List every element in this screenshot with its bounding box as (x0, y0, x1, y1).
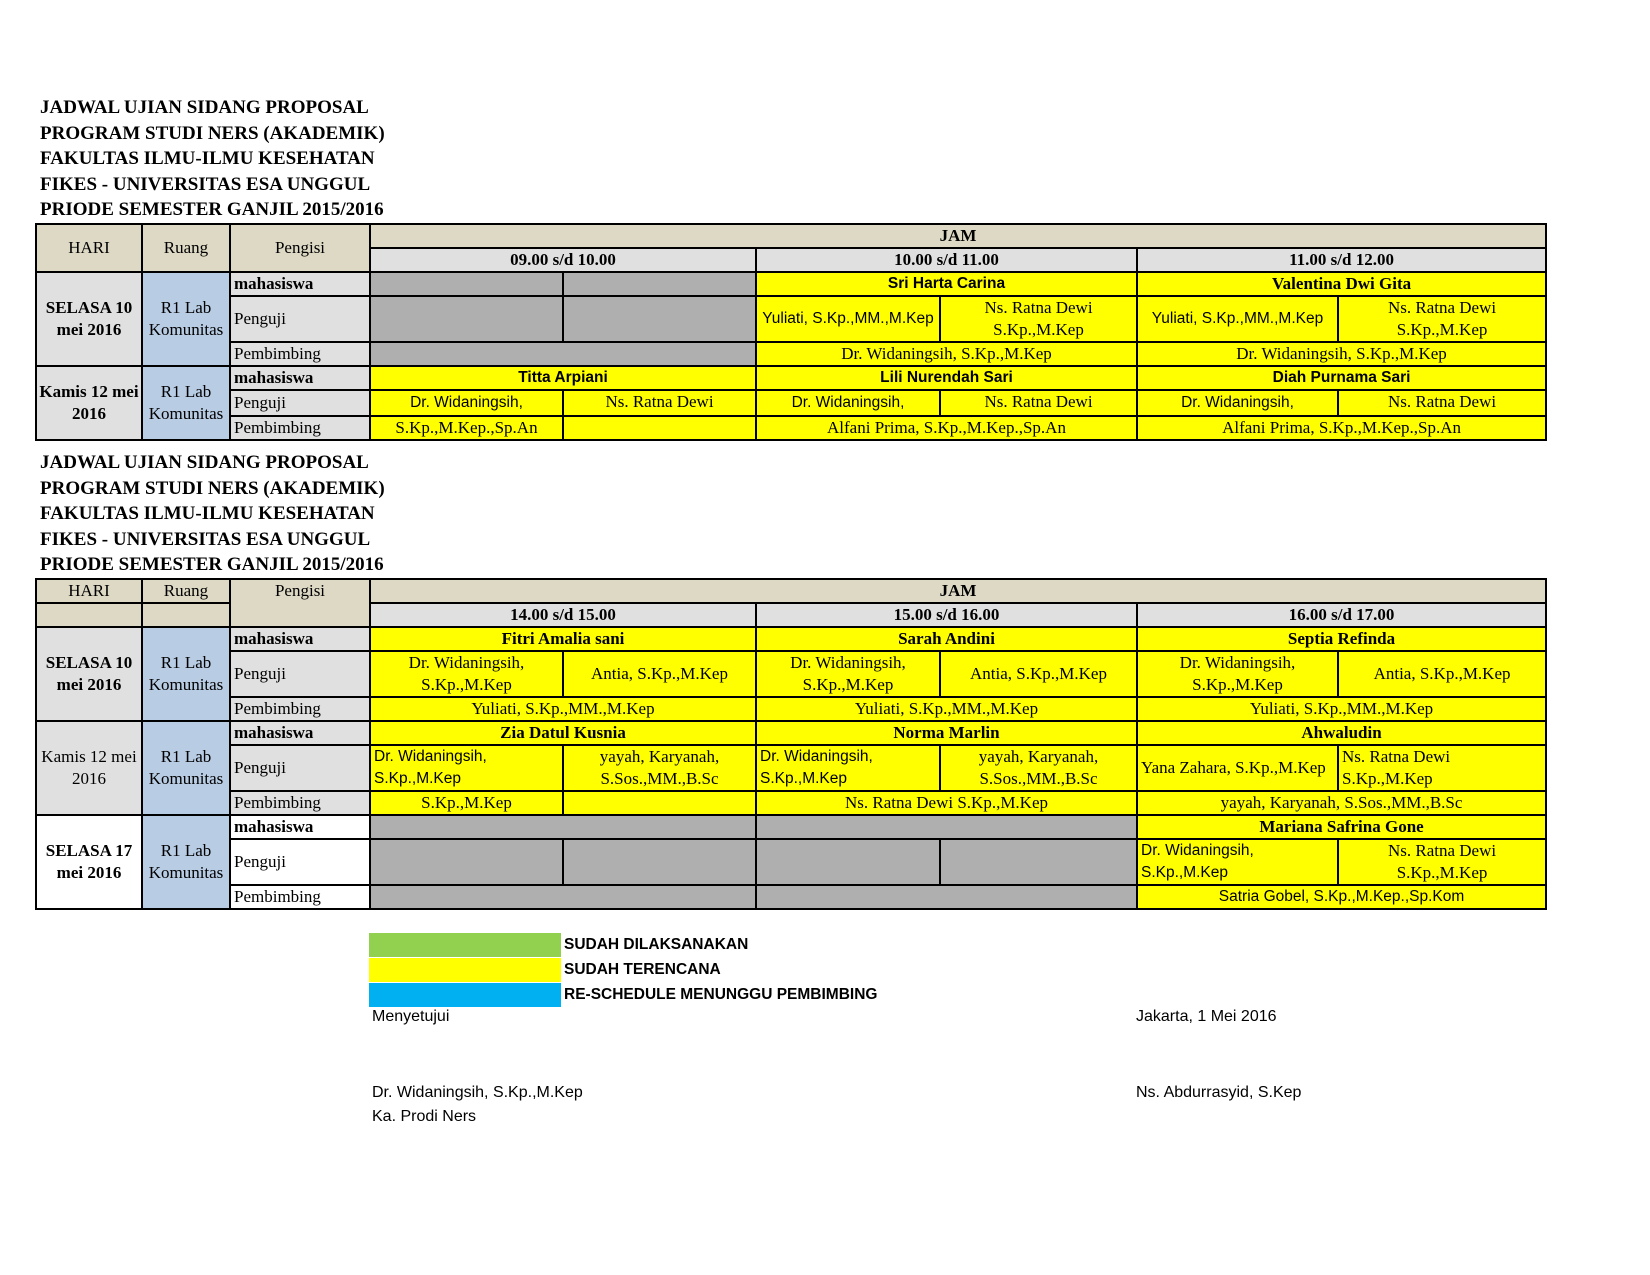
approver-position: Ka. Prodi Ners (372, 1108, 477, 1125)
empty-cell (756, 885, 1137, 909)
examiner-text: Ns. Ratna Dewi (984, 392, 1093, 411)
examiner-cell: Antia, S.Kp.,M.Kep (940, 651, 1137, 697)
row-label-penguji: Penguji (230, 745, 370, 791)
empty-cell (563, 272, 756, 296)
day-cell: Kamis 12 mei 2016 (36, 721, 142, 815)
student-name: Ahwaludin (1137, 721, 1546, 745)
examiner-text: Ns. Ratna Dewi (605, 392, 714, 411)
empty-cell (370, 296, 563, 342)
row-label-pembimbing: Pembimbing (230, 697, 370, 721)
signer-name: Ns. Abdurrasyid, S.Kep (1136, 1084, 1302, 1101)
day-cell: SELASA 17 mei 2016 (36, 815, 142, 909)
time-slot-header: 16.00 s/d 17.00 (1137, 603, 1546, 627)
examiner-cell: Dr. Widaningsih, (1137, 390, 1338, 416)
examiner-text: Ns. Ratna Dewi (1387, 392, 1497, 411)
examiner-cell (940, 390, 1137, 416)
col-header-ruang: Ruang (142, 224, 230, 272)
header-line: PROGRAM STUDI NERS (AKADEMIK) (40, 122, 385, 144)
supervisor-cell: Alfani Prima, S.Kp.,M.Kep.,Sp.An (756, 416, 1137, 440)
empty-cell (756, 815, 1137, 839)
empty-cell (370, 839, 563, 885)
examiner-cell: yayah, Karyanah, S.Sos.,MM.,B.Sc (940, 745, 1137, 791)
row-label-mahasiswa: mahasiswa (230, 366, 370, 390)
row-label-penguji: Penguji (230, 839, 370, 885)
approver-name: Dr. Widaningsih, S.Kp.,M.Kep (372, 1084, 583, 1101)
empty-cell (142, 603, 230, 627)
header-line: JADWAL UJIAN SIDANG PROPOSAL (40, 452, 369, 473)
row-label-mahasiswa: mahasiswa (230, 721, 370, 745)
student-name: Sarah Andini (756, 627, 1137, 651)
row-label-pembimbing: Pembimbing (230, 416, 370, 440)
empty-cell (370, 272, 563, 296)
col-header-jam: JAM (370, 579, 1546, 603)
empty-cell (940, 839, 1137, 885)
schedule-table-morning (35, 223, 1547, 441)
supervisor-cell: Dr. Widaningsih, S.Kp.,M.Kep (1137, 342, 1546, 366)
student-name: Valentina Dwi Gita (1137, 272, 1546, 296)
header-line: FIKES - UNIVERSITAS ESA UNGGUL (40, 173, 371, 195)
student-name: Septia Refinda (1137, 627, 1546, 651)
legend-label: SUDAH TERENCANA (564, 961, 721, 978)
col-header-jam: JAM (370, 224, 1546, 248)
header-line: PRIODE SEMESTER GANJIL 2015/2016 (40, 199, 384, 220)
examiner-cell: Yuliati, S.Kp.,MM.,M.Kep (1137, 296, 1338, 342)
student-name: Mariana Safrina Gone (1137, 815, 1546, 839)
empty-cell (370, 885, 756, 909)
time-slot-header: 11.00 s/d 12.00 (1137, 248, 1546, 272)
legend-swatch-planned (369, 958, 561, 982)
row-label-pembimbing: Pembimbing (230, 885, 370, 909)
examiner-cell: Yuliati, S.Kp.,MM.,M.Kep (756, 296, 940, 342)
student-name: Zia Datul Kusnia (370, 721, 756, 745)
time-slot-header: 15.00 s/d 16.00 (756, 603, 1137, 627)
student-name: Fitri Amalia sani (370, 627, 756, 651)
place-date: Jakarta, 1 Mei 2016 (1136, 1008, 1277, 1025)
header-line: FIKES - UNIVERSITAS ESA UNGGUL (40, 528, 371, 550)
examiner-cell: Ns. Ratna Dewi S.Kp.,M.Kep (1338, 296, 1546, 342)
time-slot-header: 14.00 s/d 15.00 (370, 603, 756, 627)
supervisor-cell: Ns. Ratna Dewi S.Kp.,M.Kep (756, 791, 1137, 815)
day-cell: SELASA 10 mei 2016 (36, 272, 142, 366)
room-cell: R1 Lab Komunitas (142, 815, 230, 909)
room-cell: R1 Lab Komunitas (142, 366, 230, 440)
empty-cell (36, 603, 142, 627)
examiner-cell (563, 390, 756, 416)
room-cell: R1 Lab Komunitas (142, 272, 230, 366)
col-header-pengisi: Pengisi (230, 224, 370, 272)
supervisor-cell: Yuliati, S.Kp.,MM.,M.Kep (1137, 697, 1546, 721)
row-label-mahasiswa: mahasiswa (230, 815, 370, 839)
header-line: JADWAL UJIAN SIDANG PROPOSAL (40, 97, 369, 118)
header-line: PRIODE SEMESTER GANJIL 2015/2016 (40, 554, 384, 575)
examiner-cell: Yana Zahara, S.Kp.,M.Kep (1137, 745, 1338, 791)
examiner-cell: Dr. Widaningsih, S.Kp.,M.Kep (756, 651, 940, 697)
col-header-ruang: Ruang (142, 579, 230, 603)
student-name: Lili Nurendah Sari (756, 366, 1137, 390)
examiner-cell: Dr. Widaningsih, S.Kp.,M.Kep (1137, 839, 1338, 885)
examiner-cell: Ns. Ratna Dewi S.Kp.,M.Kep (940, 296, 1137, 342)
supervisor-cell: Dr. Widaningsih, S.Kp.,M.Kep (756, 342, 1137, 366)
col-header-hari: HARI (36, 579, 142, 603)
student-name: Sri Harta Carina (756, 272, 1137, 296)
header-line: PROGRAM STUDI NERS (AKADEMIK) (40, 477, 385, 499)
col-header-pengisi: Pengisi (230, 579, 370, 627)
room-cell: R1 Lab Komunitas (142, 721, 230, 815)
legend-label: RE-SCHEDULE MENUNGGU PEMBIMBING (564, 986, 878, 1003)
time-slot-header: 09.00 s/d 10.00 (370, 248, 756, 272)
empty-cell (370, 815, 756, 839)
student-name: Titta Arpiani (370, 366, 756, 390)
day-cell: Kamis 12 mei 2016 (36, 366, 142, 440)
examiner-cell: Ns. Ratna Dewi S.Kp.,M.Kep (1338, 839, 1546, 885)
approval-label: Menyetujui (372, 1008, 450, 1025)
examiner-cell: Dr. Widaningsih, S.Kp.,M.Kep (370, 651, 563, 697)
legend-swatch-reschedule (369, 983, 561, 1007)
examiner-cell: Dr. Widaningsih, S.Kp.,M.Kep (370, 745, 563, 791)
document-header-1 (40, 95, 385, 223)
row-label-penguji: Penguji (230, 651, 370, 697)
header-line: FAKULTAS ILMU-ILMU KESEHATAN (40, 148, 375, 169)
legend-swatch-done (369, 933, 561, 957)
examiner-cell: Dr. Widaningsih, S.Kp.,M.Kep (756, 745, 940, 791)
row-label-mahasiswa: mahasiswa (230, 627, 370, 651)
examiner-cell: yayah, Karyanah, S.Sos.,MM.,B.Sc (563, 745, 756, 791)
day-cell: SELASA 10 mei 2016 (36, 627, 142, 721)
time-slot-header: 10.00 s/d 11.00 (756, 248, 1137, 272)
row-label-penguji: Penguji (230, 296, 370, 342)
row-label-mahasiswa: mahasiswa (230, 272, 370, 296)
student-name: Norma Marlin (756, 721, 1137, 745)
examiner-cell (1338, 390, 1546, 416)
examiner-cell: Dr. Widaningsih, (756, 390, 940, 416)
empty-cell (563, 416, 756, 440)
empty-cell (563, 296, 756, 342)
row-label-pembimbing: Pembimbing (230, 791, 370, 815)
schedule-table-afternoon (35, 578, 1547, 910)
examiner-cell: Antia, S.Kp.,M.Kep (1338, 651, 1546, 697)
examiner-cell: Ns. Ratna Dewi S.Kp.,M.Kep (1338, 745, 1546, 791)
supervisor-cell: Yuliati, S.Kp.,MM.,M.Kep (756, 697, 1137, 721)
examiner-cell: Dr. Widaningsih, (370, 390, 563, 416)
supervisor-cell: yayah, Karyanah, S.Sos.,MM.,B.Sc (1137, 791, 1546, 815)
supervisor-cell: Alfani Prima, S.Kp.,M.Kep.,Sp.An (1137, 416, 1546, 440)
header-line: FAKULTAS ILMU-ILMU KESEHATAN (40, 503, 375, 524)
supervisor-cell: S.Kp.,M.Kep.,Sp.An (370, 416, 563, 440)
row-label-pembimbing: Pembimbing (230, 342, 370, 366)
empty-cell (563, 839, 756, 885)
room-cell: R1 Lab Komunitas (142, 627, 230, 721)
supervisor-cell: Yuliati, S.Kp.,MM.,M.Kep (370, 697, 756, 721)
examiner-cell: Dr. Widaningsih, S.Kp.,M.Kep (1137, 651, 1338, 697)
examiner-cell: Antia, S.Kp.,M.Kep (563, 651, 756, 697)
col-header-hari: HARI (36, 224, 142, 272)
empty-cell (563, 791, 756, 815)
document-header-2 (40, 450, 385, 578)
student-name: Diah Purnama Sari (1137, 366, 1546, 390)
supervisor-cell: Satria Gobel, S.Kp.,M.Kep.,Sp.Kom (1137, 885, 1546, 909)
legend-label: SUDAH DILAKSANAKAN (564, 936, 749, 953)
supervisor-cell: S.Kp.,M.Kep (370, 791, 563, 815)
row-label-penguji: Penguji (230, 390, 370, 416)
empty-cell (756, 839, 940, 885)
empty-cell (370, 342, 756, 366)
